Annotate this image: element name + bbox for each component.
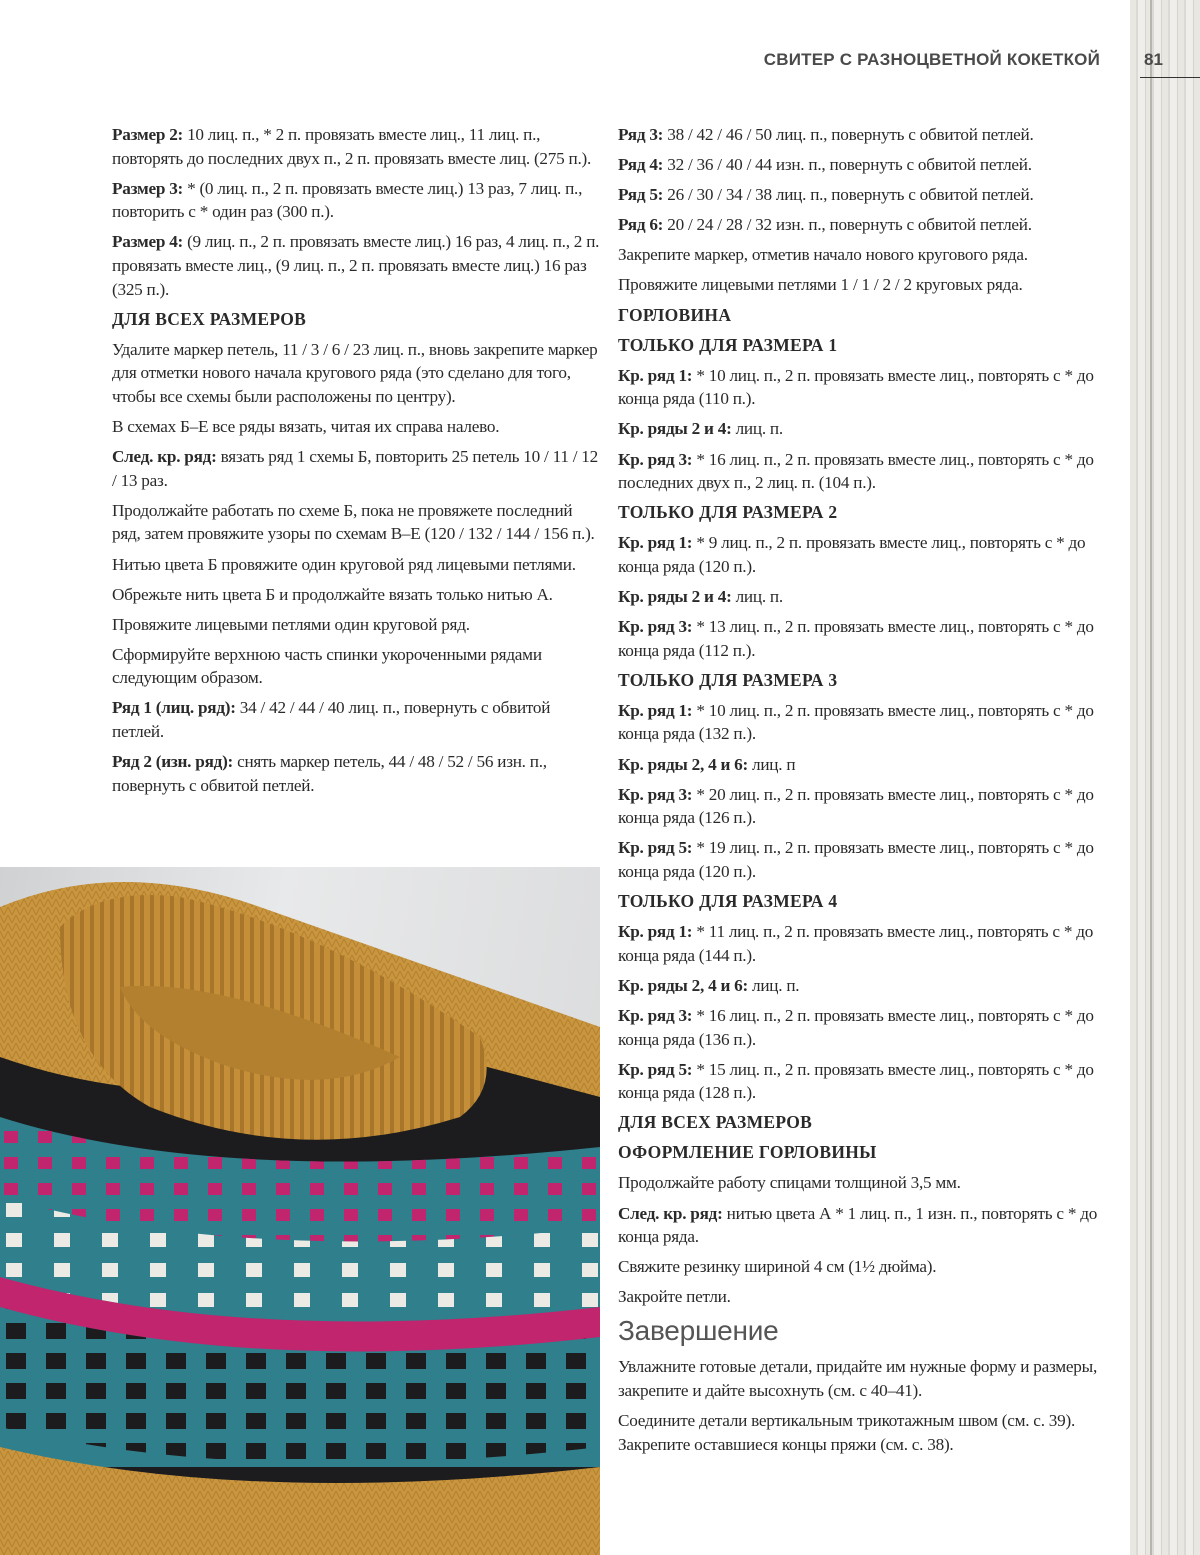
paragraph-text: снять маркер петель, 44 / 48 / 52 / 56 изн. п., повернуть с обвитой петлей. bbox=[112, 752, 547, 795]
paragraph-text: Закрепите маркер, отметив начало нового кругового ряда. bbox=[618, 245, 1028, 265]
paragraph-text: Продолжайте работать по схеме Б, пока не провяжете последний ряд, затем провяжите узоры по схемам В–Е (120 / 132 / 144 / 156 п.). bbox=[112, 500, 595, 544]
paragraph bbox=[618, 1058, 1103, 1105]
section-heading bbox=[618, 304, 1103, 328]
paragraph-text: Провяжите лицевыми петлями один круговой ряд. bbox=[112, 614, 470, 634]
paragraph bbox=[618, 417, 1103, 441]
section-heading bbox=[618, 501, 1103, 525]
paragraph-lead: Ряд 2 (изн. ряд): bbox=[112, 752, 234, 772]
section-heading bbox=[112, 308, 602, 332]
paragraph bbox=[112, 338, 602, 409]
section-heading bbox=[618, 334, 1103, 358]
paragraph-lead: Кр. ряд 3: bbox=[618, 1005, 693, 1025]
paragraph-lead: Ряд 6: bbox=[618, 215, 664, 235]
paragraph bbox=[618, 213, 1103, 237]
paragraph-text: * 19 лиц. п., 2 п. провязать вместе лиц., повторять с * до конца ряда (120 п.). bbox=[618, 838, 1094, 881]
paragraph-text: 32 / 36 / 40 / 44 изн. п., повернуть с обвитой петлей. bbox=[663, 155, 1032, 175]
page-number: 81 bbox=[1144, 50, 1163, 69]
paragraph-lead: Размер 2: bbox=[112, 125, 184, 144]
section-heading bbox=[618, 1111, 1103, 1135]
paragraph bbox=[618, 1409, 1103, 1456]
paragraph-text: 34 / 42 / 44 / 40 лиц. п., повернуть с обвитой петлей. bbox=[112, 698, 551, 742]
wood-texture-strip bbox=[1130, 0, 1200, 1555]
paragraph-text: (9 лиц. п., 2 п. провязать вместе лиц.) 16 раз, 4 лиц. п., 2 п. провязать вместе лиц., (9 лиц. п., 2 п. провязать вместе лиц.) 16 раз (325 п.). bbox=[112, 232, 600, 299]
paragraph-lead: Кр. ряды 2 и 4: bbox=[618, 419, 732, 439]
paragraph-text: Продолжайте работу спицами толщиной 3,5 мм. bbox=[618, 1173, 961, 1193]
paragraph-lead: Кр. ряд 3: bbox=[618, 617, 693, 637]
section-heading bbox=[618, 669, 1103, 693]
paragraph-text: ТОЛЬКО ДЛЯ РАЗМЕРА 4 bbox=[618, 891, 838, 912]
paragraph-lead: След. кр. ряд: bbox=[112, 447, 217, 467]
paragraph-text: 38 / 42 / 46 / 50 лиц. п., повернуть с обвитой петлей. bbox=[663, 125, 1034, 144]
paragraph bbox=[618, 123, 1103, 147]
paragraph-lead: Ряд 4: bbox=[618, 155, 664, 175]
paragraph-text: ТОЛЬКО ДЛЯ РАЗМЕРА 2 bbox=[618, 502, 838, 523]
paragraph-text: * 16 лиц. п., 2 п. провязать вместе лиц., повторять с * до конца ряда (136 п.). bbox=[618, 1005, 1094, 1049]
paragraph-text: вязать ряд 1 схемы Б, повторить 25 петель 10 / 11 / 12 / 13 раз. bbox=[112, 447, 598, 490]
paragraph-text: Соедините детали вертикальным трикотажным швом (см. с. 39). Закрепите оставшиеся концы пряжи (см. с. 38). bbox=[618, 1411, 1075, 1454]
paragraph-lead: Размер 4: bbox=[112, 232, 184, 252]
paragraph-lead: Кр. ряд 1: bbox=[618, 365, 693, 385]
paragraph-text: * 13 лиц. п., 2 п. провязать вместе лиц., повторять с * до конца ряда (112 п.). bbox=[618, 617, 1094, 660]
paragraph bbox=[618, 836, 1103, 883]
paragraph bbox=[618, 1255, 1103, 1279]
paragraph-text: 10 лиц. п., * 2 п. провязать вместе лиц., 11 лиц. п., повторять до последних двух п., 2 п. провязать вместе лиц. (275 п.). bbox=[112, 125, 592, 168]
paragraph bbox=[112, 177, 602, 224]
paragraph bbox=[112, 613, 602, 637]
paragraph-text: Удалите маркер петель, 11 / 3 / 6 / 23 лиц. п., вновь закрепите маркер для отметки нового начала кругового ряда (это сделано для того, чтобы все схемы были расположены по центру). bbox=[112, 339, 598, 406]
paragraph-text: * 15 лиц. п., 2 п. провязать вместе лиц., повторять с * до конца ряда (128 п.). bbox=[618, 1059, 1094, 1103]
paragraph-text: ДЛЯ ВСЕХ РАЗМЕРОВ bbox=[618, 1112, 813, 1133]
sweater-photo bbox=[0, 867, 600, 1555]
paragraph-text: * 9 лиц. п., 2 п. провязать вместе лиц., повторять с * до конца ряда (120 п.). bbox=[618, 533, 1086, 576]
paragraph bbox=[618, 1355, 1103, 1402]
paragraph bbox=[618, 1004, 1103, 1051]
running-header: СВИТЕР С РАЗНОЦВЕТНОЙ КОКЕТКОЙ bbox=[763, 50, 1100, 69]
paragraph bbox=[618, 364, 1103, 411]
paragraph bbox=[618, 1285, 1103, 1309]
right-column bbox=[618, 123, 1103, 1463]
paragraph bbox=[112, 750, 602, 797]
paragraph bbox=[618, 531, 1103, 578]
paragraph bbox=[112, 445, 602, 492]
paragraph bbox=[618, 699, 1103, 746]
paragraph bbox=[112, 643, 602, 690]
paragraph bbox=[618, 273, 1103, 297]
paragraph bbox=[618, 153, 1103, 177]
paragraph-lead: Кр. ряды 2, 4 и 6: bbox=[618, 754, 748, 774]
paragraph-lead: Кр. ряд 5: bbox=[618, 1059, 693, 1079]
paragraph-text: * 10 лиц. п., 2 п. провязать вместе лиц., повторять с * до конца ряда (110 п.). bbox=[618, 365, 1094, 409]
paragraph bbox=[112, 696, 602, 743]
paragraph bbox=[618, 783, 1103, 830]
paragraph-lead: Кр. ряд 5: bbox=[618, 838, 693, 858]
paragraph-lead: Кр. ряды 2, 4 и 6: bbox=[618, 975, 748, 995]
paragraph bbox=[618, 1202, 1103, 1249]
paragraph-text: Обрежьте нить цвета Б и продолжайте вязать только нитью А. bbox=[112, 584, 553, 604]
paragraph bbox=[618, 183, 1103, 207]
paragraph bbox=[112, 583, 602, 607]
paragraph-text: ДЛЯ ВСЕХ РАЗМЕРОВ bbox=[112, 308, 307, 329]
paragraph bbox=[618, 448, 1103, 495]
paragraph-text: Закройте петли. bbox=[618, 1287, 731, 1307]
left-column bbox=[112, 123, 602, 804]
paragraph-lead: След. кр. ряд: bbox=[618, 1203, 723, 1223]
divider bbox=[1140, 77, 1200, 78]
paragraph-lead: Размер 3: bbox=[112, 178, 184, 198]
paragraph-text: * 16 лиц. п., 2 п. провязать вместе лиц., повторять с * до последних двух п., 2 лиц. п. (104 п.). bbox=[618, 449, 1094, 493]
paragraph-text: лиц. п. bbox=[747, 975, 800, 995]
paragraph bbox=[618, 753, 1103, 777]
paragraph-lead: Кр. ряд 3: bbox=[618, 449, 693, 469]
paragraph-lead: Кр. ряд 1: bbox=[618, 533, 693, 553]
paragraph-text: Сформируйте верхнюю часть спинки укороченными рядами следующим образом. bbox=[112, 644, 542, 688]
paragraph-text: ТОЛЬКО ДЛЯ РАЗМЕРА 1 bbox=[618, 334, 838, 355]
paragraph bbox=[618, 974, 1103, 998]
paragraph bbox=[112, 553, 602, 577]
wood-grain bbox=[1150, 0, 1152, 1555]
paragraph bbox=[618, 585, 1103, 609]
paragraph-text: * 10 лиц. п., 2 п. провязать вместе лиц., повторять с * до конца ряда (132 п.). bbox=[618, 700, 1094, 744]
paragraph bbox=[618, 615, 1103, 662]
paragraph-text: Свяжите резинку шириной 4 см (1½ дюйма). bbox=[618, 1257, 937, 1277]
paragraph-text: Завершение bbox=[618, 1315, 779, 1347]
section-heading bbox=[618, 1141, 1103, 1165]
section-heading bbox=[618, 890, 1103, 914]
paragraph-text: лиц. п. bbox=[731, 587, 783, 606]
paragraph-text: нитью цвета А * 1 лиц. п., 1 изн. п., повторять с * до конца ряда. bbox=[618, 1203, 1098, 1247]
paragraph bbox=[112, 230, 602, 301]
paragraph-text: * (0 лиц. п., 2 п. провязать вместе лиц.) 13 раз, 7 лиц. п., повторить с * один раз (300 п.). bbox=[112, 178, 583, 222]
paragraph bbox=[112, 415, 602, 439]
paragraph-lead: Кр. ряд 1: bbox=[618, 922, 693, 942]
paragraph-text: Провяжите лицевыми петлями 1 / 1 / 2 / 2 круговых ряда. bbox=[618, 275, 1023, 295]
paragraph-lead: Кр. ряд 1: bbox=[618, 700, 693, 720]
paragraph-lead: Кр. ряд 3: bbox=[618, 784, 693, 804]
paragraph bbox=[112, 123, 602, 170]
paragraph-text: Нитью цвета Б провяжите один круговой ряд лицевыми петлями. bbox=[112, 554, 576, 574]
paragraph-text: 20 / 24 / 28 / 32 изн. п., повернуть с обвитой петлей. bbox=[663, 215, 1032, 235]
paragraph-text: Увлажните готовые детали, придайте им нужные форму и размеры, закрепите и дайте высохнуть (см. с 40–41). bbox=[618, 1357, 1097, 1401]
paragraph bbox=[112, 499, 602, 546]
paragraph-lead: Кр. ряды 2 и 4: bbox=[618, 587, 732, 606]
paragraph-lead: Ряд 3: bbox=[618, 125, 664, 144]
sweater-illustration bbox=[0, 867, 600, 1555]
paragraph-text: В схемах Б–Е все ряды вязать, читая их справа налево. bbox=[112, 417, 500, 437]
section-title bbox=[618, 1315, 1103, 1347]
paragraph-text: ГОРЛОВИНА bbox=[618, 304, 732, 325]
paragraph-text: * 20 лиц. п., 2 п. провязать вместе лиц., повторять с * до конца ряда (126 п.). bbox=[618, 784, 1094, 828]
paragraph-lead: Ряд 1 (лиц. ряд): bbox=[112, 698, 236, 718]
paragraph-text: * 11 лиц. п., 2 п. провязать вместе лиц., повторять с * до конца ряда (144 п.). bbox=[618, 922, 1094, 965]
paragraph-text: лиц. п. bbox=[731, 419, 783, 439]
paragraph bbox=[618, 243, 1103, 267]
paragraph-text: ОФОРМЛЕНИЕ ГОРЛОВИНЫ bbox=[618, 1142, 877, 1163]
paragraph-lead: Ряд 5: bbox=[618, 185, 664, 205]
paragraph-text: ТОЛЬКО ДЛЯ РАЗМЕРА 3 bbox=[618, 669, 838, 690]
paragraph bbox=[618, 1171, 1103, 1195]
paragraph bbox=[618, 920, 1103, 967]
paragraph-text: лиц. п bbox=[747, 754, 796, 774]
paragraph-text: 26 / 30 / 34 / 38 лиц. п., повернуть с обвитой петлей. bbox=[663, 185, 1034, 205]
